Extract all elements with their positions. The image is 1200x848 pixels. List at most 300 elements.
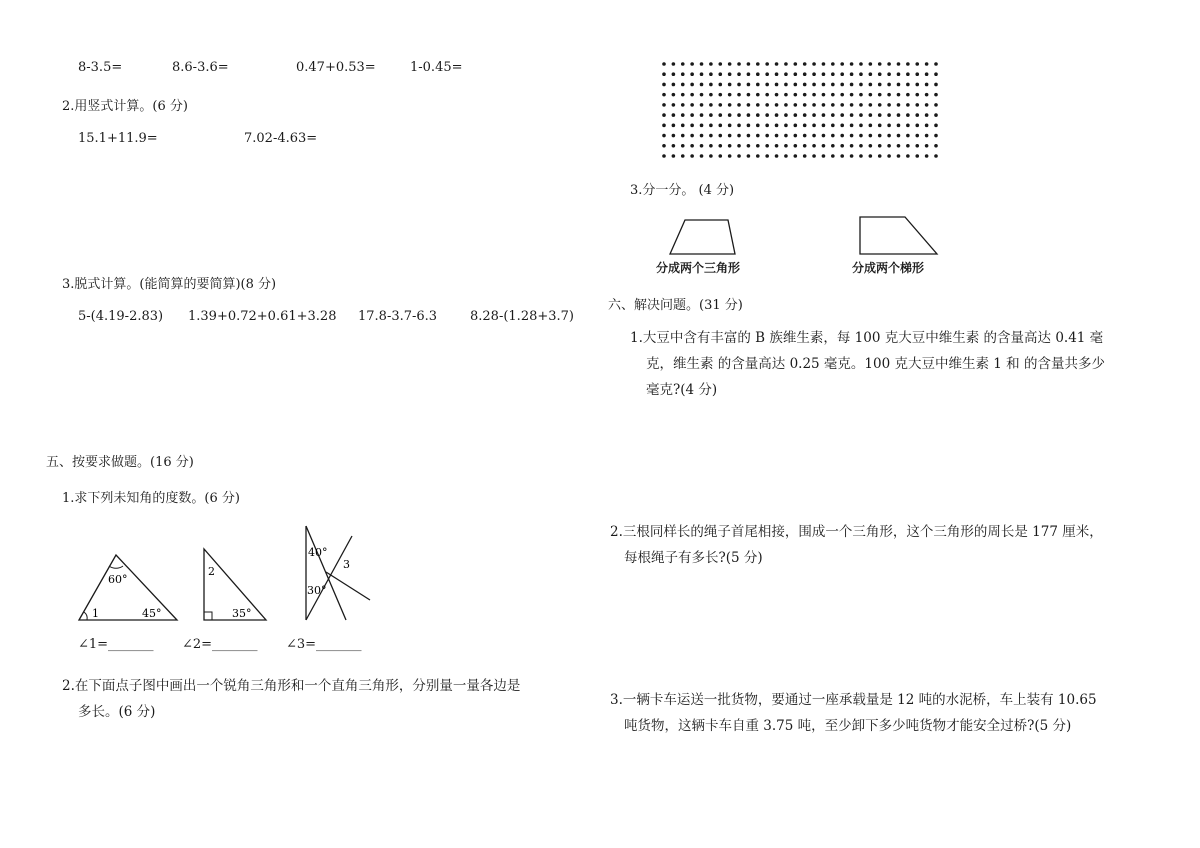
grid-dot[interactable] bbox=[681, 93, 685, 97]
grid-dot[interactable] bbox=[700, 103, 704, 107]
grid-dot[interactable] bbox=[700, 72, 704, 76]
grid-dot[interactable] bbox=[878, 83, 882, 87]
grid-dot[interactable] bbox=[737, 83, 741, 87]
grid-dot[interactable] bbox=[831, 93, 835, 97]
grid-dot[interactable] bbox=[709, 134, 713, 138]
grid-dot[interactable] bbox=[756, 134, 760, 138]
grid-dot[interactable] bbox=[690, 83, 694, 87]
grid-dot[interactable] bbox=[812, 93, 816, 97]
grid-dot[interactable] bbox=[690, 103, 694, 107]
grid-dot[interactable] bbox=[756, 154, 760, 158]
grid-dot[interactable] bbox=[728, 144, 732, 148]
grid-dot[interactable] bbox=[728, 62, 732, 66]
grid-dot[interactable] bbox=[859, 103, 863, 107]
grid-dot[interactable] bbox=[850, 124, 854, 128]
grid-dot[interactable] bbox=[756, 113, 760, 117]
grid-dot[interactable] bbox=[784, 72, 788, 76]
grid-dot[interactable] bbox=[747, 93, 751, 97]
grid-dot[interactable] bbox=[728, 124, 732, 128]
grid-dot[interactable] bbox=[690, 154, 694, 158]
grid-dot[interactable] bbox=[718, 72, 722, 76]
grid-dot[interactable] bbox=[775, 134, 779, 138]
grid-dot[interactable] bbox=[887, 144, 891, 148]
grid-dot[interactable] bbox=[869, 93, 873, 97]
grid-dot[interactable] bbox=[747, 154, 751, 158]
grid-dot[interactable] bbox=[803, 144, 807, 148]
grid-dot[interactable] bbox=[850, 154, 854, 158]
grid-dot[interactable] bbox=[700, 113, 704, 117]
grid-dot[interactable] bbox=[869, 103, 873, 107]
grid-dot[interactable] bbox=[812, 62, 816, 66]
grid-dot[interactable] bbox=[934, 103, 938, 107]
grid-dot[interactable] bbox=[822, 144, 826, 148]
grid-dot[interactable] bbox=[690, 134, 694, 138]
grid-dot[interactable] bbox=[662, 93, 666, 97]
grid-dot[interactable] bbox=[672, 93, 676, 97]
grid-dot[interactable] bbox=[850, 113, 854, 117]
grid-dot[interactable] bbox=[925, 113, 929, 117]
grid-dot[interactable] bbox=[681, 103, 685, 107]
grid-dot[interactable] bbox=[737, 144, 741, 148]
grid-dot[interactable] bbox=[803, 62, 807, 66]
grid-dot[interactable] bbox=[803, 72, 807, 76]
grid-dot[interactable] bbox=[915, 113, 919, 117]
grid-dot[interactable] bbox=[709, 154, 713, 158]
grid-dot[interactable] bbox=[897, 113, 901, 117]
grid-dot[interactable] bbox=[831, 113, 835, 117]
grid-dot[interactable] bbox=[878, 113, 882, 117]
grid-dot[interactable] bbox=[906, 83, 910, 87]
grid-dot[interactable] bbox=[840, 93, 844, 97]
grid-dot[interactable] bbox=[822, 72, 826, 76]
grid-dot[interactable] bbox=[737, 134, 741, 138]
grid-dot[interactable] bbox=[709, 62, 713, 66]
grid-dot[interactable] bbox=[812, 124, 816, 128]
grid-dot[interactable] bbox=[784, 134, 788, 138]
grid-dot[interactable] bbox=[822, 134, 826, 138]
grid-dot[interactable] bbox=[728, 72, 732, 76]
grid-dot[interactable] bbox=[925, 103, 929, 107]
grid-dot[interactable] bbox=[831, 144, 835, 148]
grid-dot[interactable] bbox=[756, 83, 760, 87]
grid-dot[interactable] bbox=[878, 62, 882, 66]
grid-dot[interactable] bbox=[850, 83, 854, 87]
grid-dot[interactable] bbox=[869, 154, 873, 158]
grid-dot[interactable] bbox=[672, 62, 676, 66]
grid-dot[interactable] bbox=[700, 124, 704, 128]
grid-dot[interactable] bbox=[925, 144, 929, 148]
grid-dot[interactable] bbox=[915, 93, 919, 97]
grid-dot[interactable] bbox=[718, 103, 722, 107]
grid-dot[interactable] bbox=[869, 62, 873, 66]
grid-dot[interactable] bbox=[765, 72, 769, 76]
grid-dot[interactable] bbox=[662, 103, 666, 107]
grid-dot[interactable] bbox=[822, 83, 826, 87]
grid-dot[interactable] bbox=[803, 134, 807, 138]
grid-dot[interactable] bbox=[775, 113, 779, 117]
grid-dot[interactable] bbox=[925, 83, 929, 87]
grid-dot[interactable] bbox=[934, 113, 938, 117]
grid-dot[interactable] bbox=[915, 144, 919, 148]
grid-dot[interactable] bbox=[803, 93, 807, 97]
grid-dot[interactable] bbox=[756, 72, 760, 76]
grid-dot[interactable] bbox=[915, 103, 919, 107]
grid-dot[interactable] bbox=[794, 72, 798, 76]
grid-dot[interactable] bbox=[906, 124, 910, 128]
grid-dot[interactable] bbox=[765, 134, 769, 138]
grid-dot[interactable] bbox=[915, 62, 919, 66]
grid-dot[interactable] bbox=[934, 93, 938, 97]
grid-dot[interactable] bbox=[859, 83, 863, 87]
grid-dot[interactable] bbox=[747, 144, 751, 148]
grid-dot[interactable] bbox=[925, 154, 929, 158]
grid-dot[interactable] bbox=[718, 154, 722, 158]
grid-dot[interactable] bbox=[690, 62, 694, 66]
grid-dot[interactable] bbox=[850, 144, 854, 148]
grid-dot[interactable] bbox=[690, 144, 694, 148]
grid-dot[interactable] bbox=[765, 62, 769, 66]
grid-dot[interactable] bbox=[765, 144, 769, 148]
grid-dot[interactable] bbox=[897, 62, 901, 66]
grid-dot[interactable] bbox=[878, 103, 882, 107]
grid-dot[interactable] bbox=[756, 93, 760, 97]
grid-dot[interactable] bbox=[840, 144, 844, 148]
grid-dot[interactable] bbox=[897, 83, 901, 87]
grid-dot[interactable] bbox=[822, 124, 826, 128]
grid-dot[interactable] bbox=[794, 154, 798, 158]
grid-dot[interactable] bbox=[681, 72, 685, 76]
grid-dot[interactable] bbox=[934, 144, 938, 148]
grid-dot[interactable] bbox=[709, 72, 713, 76]
grid-dot[interactable] bbox=[700, 144, 704, 148]
grid-dot[interactable] bbox=[831, 83, 835, 87]
grid-dot[interactable] bbox=[859, 154, 863, 158]
grid-dot[interactable] bbox=[887, 93, 891, 97]
grid-dot[interactable] bbox=[681, 113, 685, 117]
grid-dot[interactable] bbox=[869, 113, 873, 117]
grid-dot[interactable] bbox=[803, 113, 807, 117]
grid-dot[interactable] bbox=[803, 154, 807, 158]
grid-dot[interactable] bbox=[784, 144, 788, 148]
grid-dot[interactable] bbox=[859, 93, 863, 97]
grid-dot[interactable] bbox=[812, 72, 816, 76]
grid-dot[interactable] bbox=[840, 83, 844, 87]
grid-dot[interactable] bbox=[831, 72, 835, 76]
grid-dot[interactable] bbox=[869, 72, 873, 76]
grid-dot[interactable] bbox=[850, 62, 854, 66]
grid-dot[interactable] bbox=[700, 134, 704, 138]
grid-dot[interactable] bbox=[859, 124, 863, 128]
grid-dot[interactable] bbox=[794, 144, 798, 148]
grid-dot[interactable] bbox=[803, 103, 807, 107]
grid-dot[interactable] bbox=[831, 103, 835, 107]
grid-dot[interactable] bbox=[775, 72, 779, 76]
grid-dot[interactable] bbox=[831, 62, 835, 66]
grid-dot[interactable] bbox=[737, 93, 741, 97]
grid-dot[interactable] bbox=[718, 134, 722, 138]
grid-dot[interactable] bbox=[906, 72, 910, 76]
grid-dot[interactable] bbox=[765, 154, 769, 158]
grid-dot[interactable] bbox=[915, 154, 919, 158]
grid-dot[interactable] bbox=[794, 62, 798, 66]
grid-dot[interactable] bbox=[897, 93, 901, 97]
grid-dot[interactable] bbox=[681, 83, 685, 87]
grid-dot[interactable] bbox=[747, 134, 751, 138]
grid-dot[interactable] bbox=[925, 62, 929, 66]
grid-dot[interactable] bbox=[765, 113, 769, 117]
grid-dot[interactable] bbox=[718, 93, 722, 97]
grid-dot[interactable] bbox=[775, 93, 779, 97]
grid-dot[interactable] bbox=[681, 134, 685, 138]
grid-dot[interactable] bbox=[840, 154, 844, 158]
grid-dot[interactable] bbox=[822, 154, 826, 158]
grid-dot[interactable] bbox=[897, 154, 901, 158]
grid-dot[interactable] bbox=[812, 83, 816, 87]
grid-dot[interactable] bbox=[672, 134, 676, 138]
grid-dot[interactable] bbox=[915, 72, 919, 76]
grid-dot[interactable] bbox=[690, 93, 694, 97]
grid-dot[interactable] bbox=[934, 83, 938, 87]
grid-dot[interactable] bbox=[850, 134, 854, 138]
grid-dot[interactable] bbox=[747, 72, 751, 76]
grid-dot[interactable] bbox=[869, 134, 873, 138]
grid-dot[interactable] bbox=[897, 103, 901, 107]
grid-dot[interactable] bbox=[756, 103, 760, 107]
grid-dot[interactable] bbox=[775, 103, 779, 107]
grid-dot[interactable] bbox=[737, 103, 741, 107]
grid-dot[interactable] bbox=[765, 83, 769, 87]
grid-dot[interactable] bbox=[728, 134, 732, 138]
grid-dot[interactable] bbox=[747, 83, 751, 87]
grid-dot[interactable] bbox=[906, 62, 910, 66]
grid-dot[interactable] bbox=[784, 154, 788, 158]
grid-dot[interactable] bbox=[831, 134, 835, 138]
grid-dot[interactable] bbox=[822, 113, 826, 117]
grid-dot[interactable] bbox=[662, 62, 666, 66]
grid-dot[interactable] bbox=[887, 113, 891, 117]
grid-dot[interactable] bbox=[915, 134, 919, 138]
grid-dot[interactable] bbox=[869, 83, 873, 87]
grid-dot[interactable] bbox=[662, 83, 666, 87]
grid-dot[interactable] bbox=[803, 124, 807, 128]
answer-angle-1[interactable]: ∠1=_______ bbox=[78, 637, 154, 652]
grid-dot[interactable] bbox=[784, 83, 788, 87]
grid-dot[interactable] bbox=[906, 93, 910, 97]
grid-dot[interactable] bbox=[681, 124, 685, 128]
grid-dot[interactable] bbox=[859, 134, 863, 138]
grid-dot[interactable] bbox=[728, 154, 732, 158]
grid-dot[interactable] bbox=[925, 124, 929, 128]
grid-dot[interactable] bbox=[887, 134, 891, 138]
grid-dot[interactable] bbox=[897, 72, 901, 76]
grid-dot[interactable] bbox=[775, 62, 779, 66]
grid-dot[interactable] bbox=[840, 103, 844, 107]
answer-angle-3[interactable]: ∠3=_______ bbox=[286, 637, 362, 652]
grid-dot[interactable] bbox=[850, 103, 854, 107]
grid-dot[interactable] bbox=[794, 134, 798, 138]
grid-dot[interactable] bbox=[709, 124, 713, 128]
grid-dot[interactable] bbox=[887, 62, 891, 66]
grid-dot[interactable] bbox=[775, 154, 779, 158]
grid-dot[interactable] bbox=[934, 72, 938, 76]
grid-dot[interactable] bbox=[925, 72, 929, 76]
grid-dot[interactable] bbox=[840, 72, 844, 76]
grid-dot[interactable] bbox=[934, 124, 938, 128]
grid-dot[interactable] bbox=[690, 124, 694, 128]
grid-dot[interactable] bbox=[756, 144, 760, 148]
grid-dot[interactable] bbox=[822, 103, 826, 107]
grid-dot[interactable] bbox=[878, 134, 882, 138]
grid-dot[interactable] bbox=[925, 134, 929, 138]
grid-dot[interactable] bbox=[897, 124, 901, 128]
grid-dot[interactable] bbox=[662, 154, 666, 158]
grid-dot[interactable] bbox=[784, 124, 788, 128]
grid-dot[interactable] bbox=[709, 93, 713, 97]
grid-dot[interactable] bbox=[737, 124, 741, 128]
grid-dot[interactable] bbox=[850, 72, 854, 76]
grid-dot[interactable] bbox=[812, 103, 816, 107]
grid-dot[interactable] bbox=[690, 72, 694, 76]
grid-dot[interactable] bbox=[878, 154, 882, 158]
dot-grid[interactable] bbox=[660, 60, 940, 160]
grid-dot[interactable] bbox=[775, 124, 779, 128]
grid-dot[interactable] bbox=[709, 103, 713, 107]
grid-dot[interactable] bbox=[794, 83, 798, 87]
grid-dot[interactable] bbox=[869, 144, 873, 148]
grid-dot[interactable] bbox=[878, 124, 882, 128]
grid-dot[interactable] bbox=[934, 62, 938, 66]
grid-dot[interactable] bbox=[812, 134, 816, 138]
grid-dot[interactable] bbox=[897, 134, 901, 138]
grid-dot[interactable] bbox=[672, 144, 676, 148]
grid-dot[interactable] bbox=[859, 62, 863, 66]
grid-dot[interactable] bbox=[700, 93, 704, 97]
grid-dot[interactable] bbox=[794, 103, 798, 107]
grid-dot[interactable] bbox=[728, 83, 732, 87]
grid-dot[interactable] bbox=[747, 113, 751, 117]
grid-dot[interactable] bbox=[747, 103, 751, 107]
grid-dot[interactable] bbox=[869, 124, 873, 128]
grid-dot[interactable] bbox=[737, 62, 741, 66]
grid-dot[interactable] bbox=[840, 134, 844, 138]
grid-dot[interactable] bbox=[672, 154, 676, 158]
grid-dot[interactable] bbox=[747, 124, 751, 128]
grid-dot[interactable] bbox=[718, 144, 722, 148]
grid-dot[interactable] bbox=[662, 124, 666, 128]
grid-dot[interactable] bbox=[925, 93, 929, 97]
grid-dot[interactable] bbox=[728, 103, 732, 107]
grid-dot[interactable] bbox=[718, 124, 722, 128]
grid-dot[interactable] bbox=[662, 134, 666, 138]
grid-dot[interactable] bbox=[765, 124, 769, 128]
grid-dot[interactable] bbox=[906, 103, 910, 107]
grid-dot[interactable] bbox=[934, 134, 938, 138]
grid-dot[interactable] bbox=[765, 103, 769, 107]
grid-dot[interactable] bbox=[906, 154, 910, 158]
grid-dot[interactable] bbox=[672, 124, 676, 128]
grid-dot[interactable] bbox=[775, 83, 779, 87]
grid-dot[interactable] bbox=[681, 62, 685, 66]
grid-dot[interactable] bbox=[756, 124, 760, 128]
grid-dot[interactable] bbox=[878, 72, 882, 76]
grid-dot[interactable] bbox=[709, 83, 713, 87]
grid-dot[interactable] bbox=[718, 62, 722, 66]
grid-dot[interactable] bbox=[662, 72, 666, 76]
grid-dot[interactable] bbox=[672, 72, 676, 76]
grid-dot[interactable] bbox=[840, 113, 844, 117]
grid-dot[interactable] bbox=[859, 113, 863, 117]
grid-dot[interactable] bbox=[662, 113, 666, 117]
grid-dot[interactable] bbox=[737, 154, 741, 158]
grid-dot[interactable] bbox=[700, 62, 704, 66]
grid-dot[interactable] bbox=[812, 113, 816, 117]
grid-dot[interactable] bbox=[822, 62, 826, 66]
grid-dot[interactable] bbox=[887, 83, 891, 87]
grid-dot[interactable] bbox=[859, 72, 863, 76]
answer-angle-2[interactable]: ∠2=_______ bbox=[182, 637, 258, 652]
grid-dot[interactable] bbox=[915, 124, 919, 128]
grid-dot[interactable] bbox=[784, 93, 788, 97]
grid-dot[interactable] bbox=[906, 134, 910, 138]
grid-dot[interactable] bbox=[840, 62, 844, 66]
grid-dot[interactable] bbox=[887, 154, 891, 158]
grid-dot[interactable] bbox=[915, 83, 919, 87]
grid-dot[interactable] bbox=[906, 113, 910, 117]
grid-dot[interactable] bbox=[934, 154, 938, 158]
grid-dot[interactable] bbox=[850, 93, 854, 97]
grid-dot[interactable] bbox=[681, 144, 685, 148]
grid-dot[interactable] bbox=[906, 144, 910, 148]
grid-dot[interactable] bbox=[737, 72, 741, 76]
grid-dot[interactable] bbox=[784, 103, 788, 107]
grid-dot[interactable] bbox=[718, 83, 722, 87]
grid-dot[interactable] bbox=[775, 144, 779, 148]
grid-dot[interactable] bbox=[840, 124, 844, 128]
grid-dot[interactable] bbox=[709, 113, 713, 117]
grid-dot[interactable] bbox=[897, 144, 901, 148]
grid-dot[interactable] bbox=[794, 124, 798, 128]
grid-dot[interactable] bbox=[756, 62, 760, 66]
grid-dot[interactable] bbox=[794, 113, 798, 117]
grid-dot[interactable] bbox=[700, 154, 704, 158]
grid-dot[interactable] bbox=[831, 154, 835, 158]
grid-dot[interactable] bbox=[831, 124, 835, 128]
grid-dot[interactable] bbox=[878, 144, 882, 148]
grid-dot[interactable] bbox=[728, 93, 732, 97]
grid-dot[interactable] bbox=[887, 103, 891, 107]
grid-dot[interactable] bbox=[672, 113, 676, 117]
grid-dot[interactable] bbox=[747, 62, 751, 66]
grid-dot[interactable] bbox=[672, 83, 676, 87]
grid-dot[interactable] bbox=[784, 62, 788, 66]
grid-dot[interactable] bbox=[718, 113, 722, 117]
grid-dot[interactable] bbox=[672, 103, 676, 107]
grid-dot[interactable] bbox=[728, 113, 732, 117]
grid-dot[interactable] bbox=[737, 113, 741, 117]
grid-dot[interactable] bbox=[784, 113, 788, 117]
grid-dot[interactable] bbox=[690, 113, 694, 117]
grid-dot[interactable] bbox=[822, 93, 826, 97]
grid-dot[interactable] bbox=[662, 144, 666, 148]
grid-dot[interactable] bbox=[709, 144, 713, 148]
grid-dot[interactable] bbox=[859, 144, 863, 148]
grid-dot[interactable] bbox=[765, 93, 769, 97]
grid-dot[interactable] bbox=[887, 124, 891, 128]
grid-dot[interactable] bbox=[803, 83, 807, 87]
grid-dot[interactable] bbox=[812, 154, 816, 158]
grid-dot[interactable] bbox=[887, 72, 891, 76]
grid-dot[interactable] bbox=[812, 144, 816, 148]
